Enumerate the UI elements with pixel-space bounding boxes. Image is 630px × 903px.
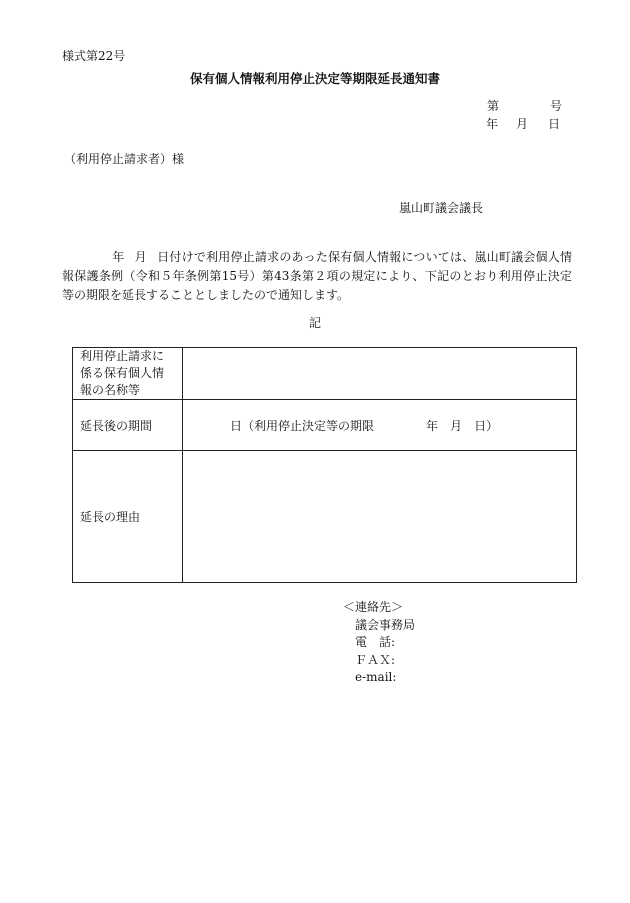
date-year-label: 年 — [486, 117, 499, 131]
contact-phone: 電 話: — [355, 635, 396, 649]
body-month-label: 月 — [134, 250, 147, 264]
doc-number-suffix: 号 — [550, 99, 563, 113]
period-field — [183, 400, 577, 451]
info-name-label: 利用停止請求に係る保有個人情報の名称等 — [73, 348, 183, 400]
details-table — [72, 347, 577, 583]
period-deadline-label: （利用停止決定等の期限 — [242, 418, 375, 433]
contact-email: e-mail: — [355, 670, 397, 684]
sender: 嵐山町議会議長 — [399, 201, 484, 215]
body-year-label: 年 — [112, 250, 125, 264]
addressee: （利用停止請求者）様 — [64, 152, 185, 166]
doc-number-prefix: 第 — [487, 99, 500, 113]
period-year: 年 — [426, 418, 439, 433]
period-day: 日 — [230, 418, 243, 433]
period-day-close: 日） — [474, 418, 499, 433]
reason-field — [183, 451, 577, 583]
contact-fax: ＦＡＸ: — [355, 652, 396, 667]
contact-block — [343, 599, 415, 687]
reason-label: 延長の理由 — [73, 451, 183, 583]
contact-heading: ＜連絡先＞ — [343, 600, 404, 614]
table-row — [73, 451, 577, 583]
info-name-field — [183, 348, 577, 400]
period-month: 月 — [450, 418, 463, 433]
date-month-label: 月 — [516, 117, 529, 131]
date-day-label: 日 — [548, 117, 561, 131]
contact-office: 議会事務局 — [355, 617, 416, 632]
table-row — [73, 400, 577, 451]
period-label: 延長後の期間 — [73, 400, 183, 451]
body-text: 日付けで利用停止請求のあった保有個人情報については、嵐山町議会個人情報保護条例（令和５年条例第15号）第43条第２項の規定により、下記のとおり利用停止決定等の期限を延長することとしましたので通知します。 — [62, 250, 572, 302]
body-paragraph — [62, 248, 572, 305]
document-title: 保有個人情報利用停止決定等期限延長通知書 — [189, 71, 440, 86]
table-row — [73, 348, 577, 400]
form-number: 様式第22号 — [62, 49, 126, 63]
ki-heading: 記 — [308, 316, 321, 330]
